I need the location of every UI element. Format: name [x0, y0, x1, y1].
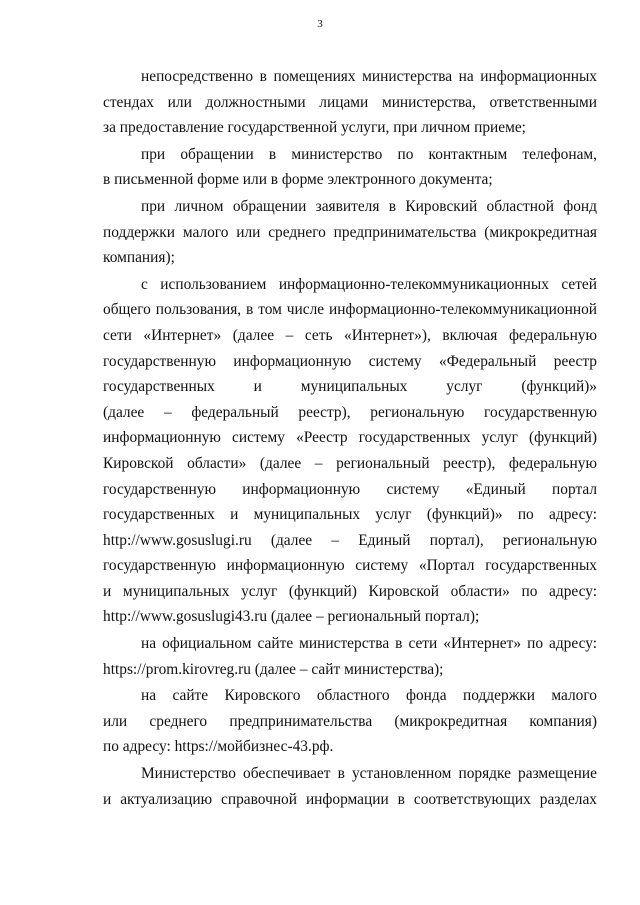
- text-line: по адресу: https://мойбизнес-43.рф.: [103, 738, 334, 756]
- text-line: Министерство обеспечивает в установленном порядке размещение: [141, 765, 597, 783]
- text-line: государственную информационную систему «Единый портал: [103, 480, 597, 498]
- text-line: государственных и муниципальных услуг (функций)» по адресу:: [103, 506, 597, 524]
- text-line: сети «Интернет» (далее – сеть «Интернет»), включая федеральную: [103, 326, 597, 344]
- text-line: государственных и муниципальных услуг (функций)»: [103, 378, 597, 396]
- paragraph-ministry-ensures: [103, 761, 597, 812]
- text-line: информационную систему «Реестр государственных услуг (функций): [103, 429, 597, 447]
- text-line: на сайте Кировского областного фонда поддержки малого: [141, 687, 597, 705]
- page-number: 3: [317, 18, 323, 30]
- text-line: или среднего предпринимательства (микрокредитная компания): [103, 712, 597, 730]
- paragraph-internet-systems: [103, 272, 597, 630]
- paragraph-fund-site: [103, 683, 597, 760]
- paragraph-fund-visit: [103, 194, 597, 271]
- text-line: при личном обращении заявителя в Кировский областной фонд: [141, 197, 597, 215]
- text-line: в письменной форме или в форме электронного документа;: [103, 171, 493, 189]
- text-line: и актуализацию справочной информации в соответствующих разделах: [103, 790, 597, 808]
- text-line: (далее – федеральный реестр), региональную государственную: [103, 403, 597, 421]
- text-line: государственную информационную систему «Федеральный реестр: [103, 352, 597, 370]
- text-line: общего пользования, в том числе информационно-телекоммуникационной: [103, 301, 597, 319]
- text-line: http://www.gosuslugi43.ru (далее – региональный портал);: [103, 608, 480, 626]
- text-line: компания);: [103, 249, 175, 267]
- text-line: на официальном сайте министерства в сети «Интернет» по адресу:: [141, 635, 597, 653]
- text-line: http://www.gosuslugi.ru (далее – Единый портал), региональную: [103, 531, 597, 549]
- text-line: государственную информационную систему «Портал государственных: [103, 557, 597, 575]
- text-line: за предоставление государственной услуги, при личном приеме;: [103, 119, 526, 137]
- text-line: https://prom.kirovreg.ru (далее – сайт министерства);: [103, 660, 444, 678]
- text-line: поддержки малого или среднего предпринимательства (микрокредитная: [103, 223, 597, 241]
- document-body: [103, 64, 597, 813]
- text-line: и муниципальных услуг (функций) Кировской области» по адресу:: [103, 582, 597, 600]
- paragraph-ministry-site: [103, 631, 597, 682]
- paragraph-phone-contact: [103, 142, 597, 193]
- text-line: при обращении в министерство по контактным телефонам,: [141, 145, 597, 163]
- paragraph-info-stands: [103, 64, 597, 141]
- text-line: стендах или должностными лицами министерства, ответственными: [103, 93, 597, 111]
- text-line: с использованием информационно-телекоммуникационных сетей: [141, 275, 597, 293]
- text-line: непосредственно в помещениях министерства на информационных: [141, 68, 597, 85]
- text-line: Кировской области» (далее – региональный реестр), федеральную: [103, 454, 597, 472]
